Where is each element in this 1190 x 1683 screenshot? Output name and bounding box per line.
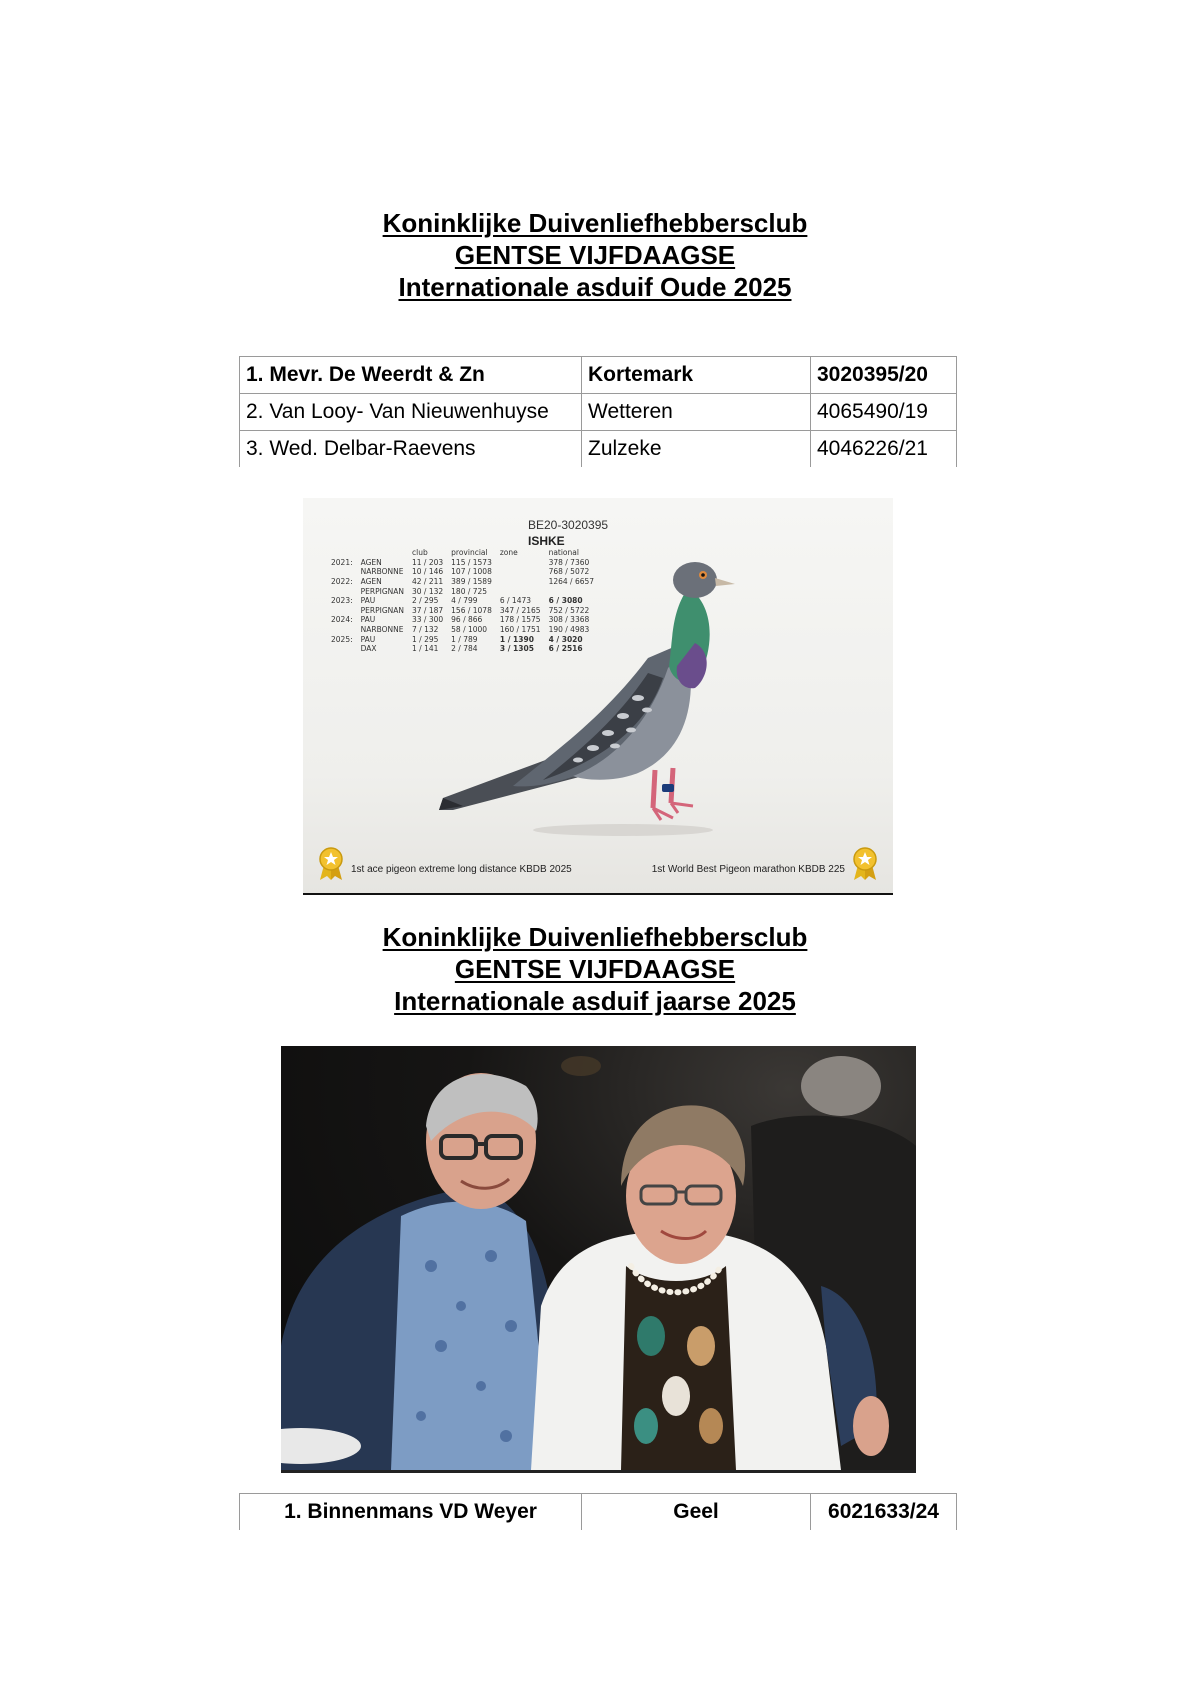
perf-cell: NARBONNE (360, 625, 404, 635)
perf-cell: 180 / 725 (451, 586, 488, 596)
perf-cell: PAU (360, 634, 376, 644)
heading-old-birds (0, 207, 1190, 303)
perf-col: national (548, 548, 579, 558)
perf-cell: AGEN (360, 557, 382, 567)
perf-cell: PAU (360, 615, 376, 625)
perf-cell: PERPIGNAN (360, 586, 404, 596)
perf-cell: 178 / 1575 (499, 615, 541, 625)
perf-cell (327, 625, 357, 635)
perf-cell: 308 / 3368 (548, 615, 590, 625)
perf-cell: 96 / 866 (451, 615, 483, 625)
perf-cell: 190 / 4983 (548, 625, 590, 635)
perf-col (327, 548, 357, 558)
award-title: Internationale asduif jaarse 2025 (394, 986, 796, 1016)
perf-cell: 752 / 5722 (548, 605, 590, 615)
perf-cell: PAU (360, 596, 376, 606)
perf-cell (327, 586, 357, 596)
perf-cell: 1 / 295 (412, 634, 439, 644)
table-row (240, 1494, 957, 1531)
perf-cell: 1264 / 6657 (548, 577, 595, 587)
pigeon-name: ISHKE (528, 534, 565, 548)
heading-young-birds (0, 921, 1190, 1017)
perf-cell: 347 / 2165 (499, 605, 541, 615)
perf-cell: 7 / 132 (412, 625, 439, 635)
perf-col: provincial (451, 548, 488, 558)
perf-cell: 6 / 3080 (548, 596, 583, 606)
pigeon-ring-id: BE20-3020395 (528, 518, 609, 532)
table-row (240, 357, 957, 394)
perf-cell: 3 / 1305 (499, 644, 534, 654)
event-name: GENTSE VIJFDAAGSE (454, 240, 736, 270)
club-name: Koninklijke Duivenliefhebbersclub (382, 208, 808, 238)
results-table-young (239, 1493, 957, 1530)
perf-cell: 378 / 7360 (548, 557, 590, 567)
event-name: GENTSE VIJFDAAGSE (454, 954, 736, 984)
winners-photo (281, 1046, 916, 1473)
perf-cell: 768 / 5072 (548, 567, 590, 577)
perf-cell: 1 / 789 (451, 634, 478, 644)
club-name: Koninklijke Duivenliefhebbersclub (382, 922, 808, 952)
pigeon-photo (303, 498, 893, 895)
perf-cell: 30 / 132 (412, 586, 444, 596)
perf-cell: 2 / 784 (451, 644, 478, 654)
perf-cell: 156 / 1078 (451, 605, 492, 615)
pigeon-illustration (433, 548, 763, 848)
fancier-place: Geel (582, 1494, 811, 1531)
perf-cell: PERPIGNAN (360, 605, 404, 615)
ring-number: 4046226/21 (811, 431, 957, 468)
perf-cell: DAX (360, 644, 377, 654)
fancier-name: 3. Wed. Delbar-Raevens (240, 431, 582, 468)
perf-cell: 2025: (331, 634, 353, 644)
ring-number: 6021633/24 (811, 1494, 957, 1531)
award-left: 1st ace pigeon extreme long distance KBDB 2025 (351, 864, 572, 875)
perf-cell: 1 / 141 (412, 644, 439, 654)
perf-cell: 1 / 1390 (499, 634, 534, 644)
perf-cell: NARBONNE (360, 567, 404, 577)
fancier-name: 1. Mevr. De Weerdt & Zn (240, 357, 582, 394)
perf-cell: 160 / 1751 (499, 625, 541, 635)
perf-cell: 11 / 203 (412, 557, 444, 567)
fancier-place: Zulzeke (582, 431, 811, 468)
perf-cell: 2 / 295 (412, 596, 439, 606)
perf-cell: 2024: (331, 615, 353, 625)
fancier-place: Kortemark (582, 357, 811, 394)
fancier-place: Wetteren (582, 394, 811, 431)
perf-cell: 6 / 1473 (499, 596, 532, 606)
award-title: Internationale asduif Oude 2025 (398, 272, 792, 302)
perf-cell: 4 / 3020 (548, 634, 583, 644)
fancier-name: 1. Binnenmans VD Weyer (240, 1494, 582, 1531)
results-table-old (239, 356, 957, 467)
table-row (240, 431, 957, 468)
perf-col: zone (499, 548, 518, 558)
table-row (240, 394, 957, 431)
perf-cell: 2023: (331, 596, 353, 606)
perf-cell: AGEN (360, 577, 382, 587)
perf-col: club (412, 548, 428, 558)
award-right: 1st World Best Pigeon marathon KBDB 225 (651, 864, 845, 875)
perf-cell (327, 567, 357, 577)
perf-cell: 2021: (331, 557, 353, 567)
ring-number: 3020395/20 (811, 357, 957, 394)
perf-cell: 58 / 1000 (451, 625, 488, 635)
perf-cell: 10 / 146 (412, 567, 444, 577)
winners-illustration (281, 1046, 916, 1470)
perf-cell: 37 / 187 (412, 605, 444, 615)
perf-cell: 115 / 1573 (451, 557, 492, 567)
perf-cell: 107 / 1008 (451, 567, 492, 577)
perf-col (357, 548, 408, 558)
medal-icon (851, 847, 879, 881)
perf-cell (327, 606, 357, 616)
ring-number: 4065490/19 (811, 394, 957, 431)
medal-icon (317, 847, 345, 881)
perf-cell: 6 / 2516 (548, 644, 583, 654)
perf-cell: 42 / 211 (412, 577, 444, 587)
perf-cell: 33 / 300 (412, 615, 444, 625)
perf-cell (327, 644, 357, 654)
perf-cell: 2022: (331, 577, 353, 587)
fancier-name: 2. Van Looy- Van Nieuwenhuyse (240, 394, 582, 431)
perf-cell: 389 / 1589 (451, 577, 492, 587)
perf-cell: 4 / 799 (451, 596, 478, 606)
